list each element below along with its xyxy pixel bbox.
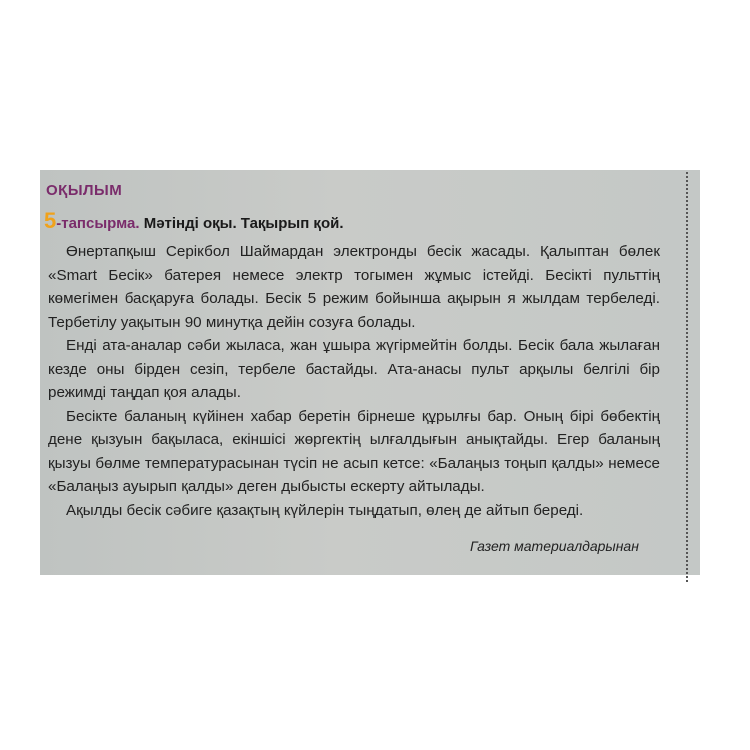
paragraph-1: Өнертапқыш Серікбол Шаймардан электронды бесік жасады. Қалыптан бөлек «Smart Бесік» батерея немесе электр тогымен жұмыс істейді. Бесікті пульттің көмегімен басқаруға болады. Бесік 5 режим бойынша ақырын я жылдам тербеледі. Тербетілу уақытын 90 минутқа дейін созуға болады. — [48, 243, 660, 331]
paragraph-2: Енді ата-аналар сәби жыласа, жан ұшыра жүгірмейтін болды. Бесік бала жылаған кезде оны бірден сезіп, тербеле бастайды. Ата-анасы пульт арқылы белгілі бір режимді таңдап қоя алады. — [48, 337, 660, 401]
task-word: -тапсырма. — [56, 215, 140, 232]
task-heading — [44, 208, 344, 234]
source-citation: Газет материалдарынан — [470, 538, 639, 554]
section-title: ОҚЫЛЫМ — [46, 182, 123, 199]
task-number: 5 — [44, 208, 57, 233]
task-instruction: Мәтінді оқы. Тақырып қой. — [143, 215, 344, 232]
paragraph-4: Ақылды бесік сәбиге қазақтың күйлерін тыңдатып, өлең де айтып береді. — [66, 501, 584, 519]
body-text — [48, 240, 660, 522]
paragraph-3: Бесікте баланың күйінен хабар беретін бірнеше құрылғы бар. Оның бірі бөбектің дене қызуын бақыласа, екіншісі жөргектің ылғалдығын анықтайды. Егер баланың қызуы бөлме температурасынан түсіп не асып кетсе: «Балаңыз тоңып қалды» немесе «Балаңыз ауырып қалды» деген дыбысты ескерту айтылады. — [48, 407, 660, 495]
cut-line — [686, 172, 688, 582]
